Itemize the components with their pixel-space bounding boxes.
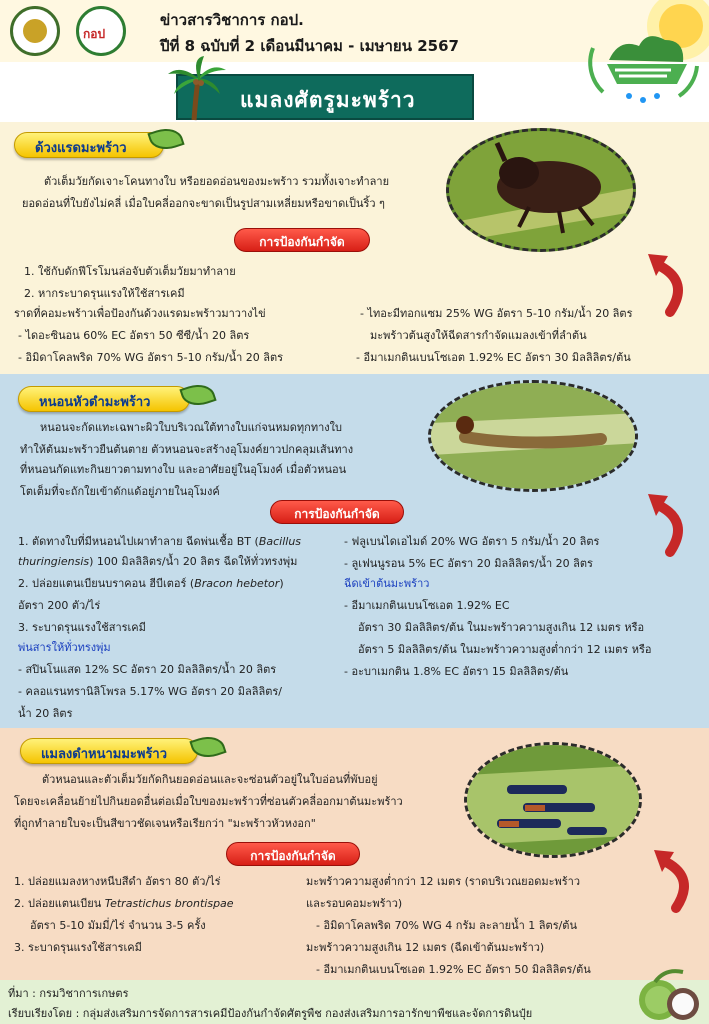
pest-description-line: ที่ถูกทำลายใบจะเป็นสีขาวชัดเจนหรือเรียกว่า "มะพร้าวหัวหงอก" (14, 817, 316, 830)
main-title: แมลงศัตรูมะพร้าว (240, 88, 416, 112)
control-item: 1. ใช้กับดักฟีโรโมนล่อจับตัวเต็มวัยมาทำลาย (24, 265, 236, 278)
control-item: 2. ปล่อยแตนเบียน Tetrastichus brontispae (14, 897, 234, 910)
pest-description-line: โตเต็มที่จะถักใยเข้าดักแด้อยู่ภายในอุโมงค์ (20, 485, 220, 498)
coconut-icon (637, 964, 703, 1024)
pest-name: หนอนหัวดำมะพร้าว (39, 395, 151, 410)
footer (0, 980, 709, 1024)
control-heading (234, 228, 370, 252)
curved-arrow-icon (636, 844, 696, 914)
control-item: - ไดอะซินอน 60% EC อัตรา 50 ซีซี/น้ำ 20 ลิตร (18, 329, 250, 342)
pest-description-line: ที่หนอนกัดแทะกินยาวตามทางใบ และอาศัยอยู่ในอุโมงค์ เมื่อตัวหนอน (20, 463, 347, 476)
pest-name: ด้วงแรดมะพร้าว (35, 141, 127, 156)
source-note: ที่มา : กรมวิชาการเกษตร (8, 987, 129, 1000)
doa-logo (10, 6, 60, 56)
control-item: อัตรา 200 ตัว/ไร่ (18, 599, 101, 612)
control-item: น้ำ 20 ลิตร (18, 707, 73, 720)
control-item: มะพร้าวความสูงเกิน 12 เมตร (ฉีดเข้าต้นมะพร้าว) (306, 941, 545, 954)
control-heading-text: การป้องกันกำจัด (250, 849, 336, 863)
division-logo-text: กอป (83, 27, 106, 41)
section-black-headed-caterpillar (0, 374, 709, 728)
control-heading (270, 500, 404, 524)
pest-description-line: ตัวหนอนและตัวเต็มวัยกัดกินยอดอ่อนและจะซ่อนตัวอยู่ในใบอ่อนที่พับอยู่ (42, 773, 378, 786)
hispine-beetle-photo (464, 742, 642, 858)
curved-arrow-icon (630, 488, 690, 558)
caterpillar-photo (428, 380, 638, 492)
control-item: - อะบาเมกติน 1.8% EC อัตรา 15 มิลลิลิตร/ต้น (344, 665, 569, 678)
farm-weather-illustration (569, 0, 709, 110)
pest-description-line: ตัวเต็มวัยกัดเจาะโคนทางใบ หรือยอดอ่อนของมะพร้าว รวมทั้งเจาะทำลาย (44, 175, 390, 188)
control-item: อัตรา 30 มิลลิลิตร/ต้น ในมะพร้าวความสูงเกิน 12 เมตร หรือ (358, 621, 645, 634)
control-heading-text: การป้องกันกำจัด (259, 235, 345, 249)
control-item: thuringiensis) 100 มิลลิลิตร/น้ำ 20 ลิตร ฉีดให้ทั่วทรงพุ่ม (18, 555, 298, 568)
control-item: อัตรา 5 มิลลิลิตร/ต้น ในมะพร้าวความสูงต่ำกว่า 12 เมตร หรือ (358, 643, 652, 656)
control-item: - ลูเฟนนูรอน 5% EC อัตรา 20 มิลลิลิตร/น้ำ 20 ลิตร (344, 557, 593, 570)
control-item: - อีมาเมกตินเบนโซเอต 1.92% EC อัตรา 30 มิลลิลิตร/ต้น (356, 351, 631, 364)
control-item: 2. หากระบาดรุนแรงให้ใช้สารเคมี (24, 287, 185, 300)
division-logo (76, 6, 126, 56)
control-item: - อิมิดาโคลพริด 70% WG อัตรา 5-10 กรัม/น้ำ 20 ลิตร (18, 351, 284, 364)
control-item: - อีมาเมกตินเบนโซเอต 1.92% EC อัตรา 50 มิลลิลิตร/ต้น (316, 963, 591, 976)
control-item: มะพร้าวต้นสูงให้ฉีดสารกำจัดแมลงเข้าที่ลำต้น (370, 329, 587, 342)
pest-name-badge (14, 132, 164, 158)
control-item: - อีมาเมกตินเบนโซเอต 1.92% EC (344, 599, 510, 612)
control-subheading: พ่นสารให้ทั่วทรงพุ่ม (18, 641, 111, 654)
control-heading-text: การป้องกันกำจัด (294, 507, 380, 521)
newsletter-title: ข่าวสารวิชาการ กอป. (160, 11, 304, 29)
control-item: ราดที่คอมะพร้าวเพื่อป้องกันด้วงแรดมะพร้าวมาวางไข่ (14, 307, 266, 320)
pest-description-line: ยอดอ่อนที่ใบยังไม่คลี่ เมื่อใบคลี่ออกจะขาดเป็นรูปสามเหลี่ยมหรือขาดเป็นริ้ว ๆ (22, 197, 385, 210)
control-item: 1. ตัดทางใบที่มีหนอนไปเผาทำลาย ฉีดพ่นเชื้อ BT (Bacillus (18, 535, 302, 548)
control-item: 3. ระบาดรุนแรงใช้สารเคมี (18, 621, 146, 634)
control-item: 2. ปล่อยแตนเบียนบราคอน ฮีบีเตอร์ (Bracon hebetor) (18, 577, 284, 590)
section-rhinoceros-beetle (0, 122, 709, 374)
control-item: - สปินโนแสด 12% SC อัตรา 20 มิลลิลิตร/น้ำ 20 ลิตร (18, 663, 277, 676)
control-item: 3. ระบาดรุนแรงใช้สารเคมี (14, 941, 142, 954)
beetle-photo (446, 128, 636, 252)
control-item: - ไทอะมีทอกแซม 25% WG อัตรา 5-10 กรัม/น้ำ 20 ลิตร (360, 307, 633, 320)
pest-name-badge (20, 738, 198, 764)
control-item: - อิมิดาโคลพริด 70% WG 4 กรัม ละลายน้ำ 1 ลิตร/ต้น (316, 919, 577, 932)
pest-description-line: ทำให้ต้นมะพร้าวยืนต้นตาย ตัวหนอนจะสร้างอุโมงค์ยาวปกคลุมเส้นทาง (20, 443, 354, 456)
control-item: 1. ปล่อยแมลงหางหนีบสีดำ อัตรา 80 ตัว/ไร่ (14, 875, 221, 888)
compiled-by-note: เรียบเรียงโดย : กลุ่มส่งเสริมการจัดการสารเคมีป้องกันกำจัดศัตรูพืช กองส่งเสริมการอารักขาพืชและจัดการดินปุ๋ย (8, 1007, 533, 1020)
control-subheading: ฉีดเข้าต้นมะพร้าว (344, 577, 430, 590)
pest-description-line: หนอนจะกัดแทะเฉพาะผิวใบบริเวณใต้ทางใบแก่จนหมดทุกทางใบ (40, 421, 342, 434)
control-item: - คลอแรนทรานิลิโพรล 5.17% WG อัตรา 20 มิลลิลิตร/ (18, 685, 282, 698)
pest-name-badge (18, 386, 190, 412)
palm-tree-icon (166, 56, 226, 122)
control-item: - ฟลูเบนไดเอไมด์ 20% WG อัตรา 5 กรัม/น้ำ 20 ลิตร (344, 535, 600, 548)
curved-arrow-icon (630, 248, 690, 318)
pest-name: แมลงดำหนามมะพร้าว (41, 747, 168, 762)
issue-info: ปีที่ 8 ฉบับที่ 2 เดือนมีนาคม - เมษายน 2567 (160, 37, 459, 55)
pest-description-line: โดยจะเคลื่อนย้ายไปกินยอดอื่นต่อเมื่อใบของมะพร้าวที่ซ่อนตัวคลี่ออกมาต้นมะพร้าว (14, 795, 403, 808)
control-item: มะพร้าวความสูงต่ำกว่า 12 เมตร (ราดบริเวณยอดมะพร้าว (306, 875, 581, 888)
control-item: อัตรา 5-10 มัมมี่/ไร่ จำนวน 3-5 ครั้ง (30, 919, 206, 932)
control-heading (226, 842, 360, 866)
section-coconut-hispine-beetle (0, 728, 709, 980)
control-item: และรอบคอมะพร้าว) (306, 897, 403, 910)
